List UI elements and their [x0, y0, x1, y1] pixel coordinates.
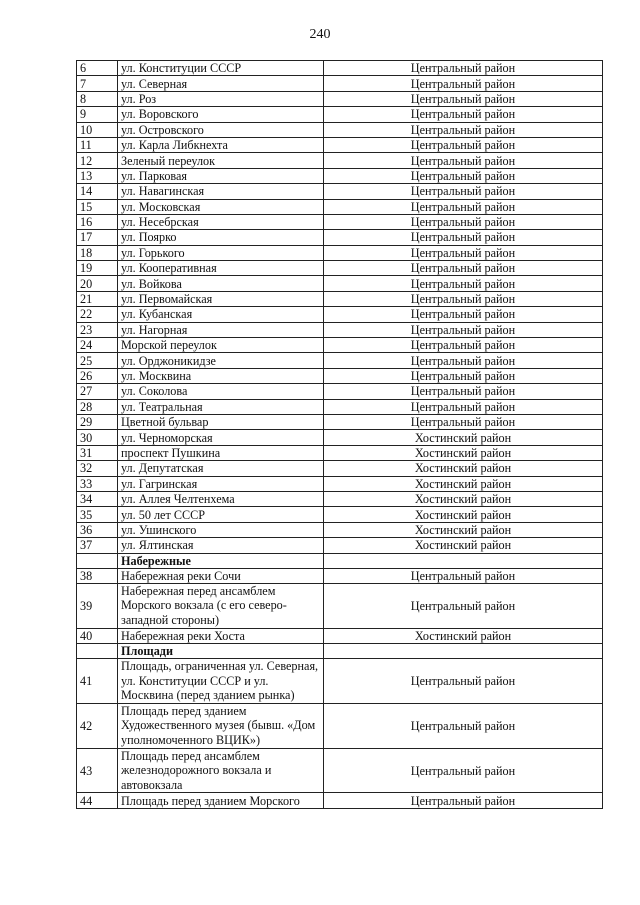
row-number-cell: 27: [77, 384, 118, 399]
street-name-cell: ул. Орджоникидзе: [118, 353, 324, 368]
district-cell: Центральный район: [324, 659, 603, 704]
table-row: [77, 748, 603, 793]
row-number-cell: 44: [77, 793, 118, 808]
table-row: [77, 214, 603, 229]
row-number-cell: 23: [77, 322, 118, 337]
table-row: [77, 491, 603, 506]
street-name-cell: ул. Черноморская: [118, 430, 324, 445]
row-number-cell: [77, 644, 118, 659]
table-row: [77, 399, 603, 414]
street-name-cell: ул. Москвина: [118, 368, 324, 383]
table-row: [77, 245, 603, 260]
district-cell: Центральный район: [324, 199, 603, 214]
row-number-cell: 12: [77, 153, 118, 168]
table-row: [77, 507, 603, 522]
street-name-cell: ул. Московская: [118, 199, 324, 214]
district-cell: Хостинский район: [324, 628, 603, 643]
district-cell: Центральный район: [324, 368, 603, 383]
row-number-cell: 33: [77, 476, 118, 491]
row-number-cell: 21: [77, 291, 118, 306]
district-cell: Центральный район: [324, 353, 603, 368]
street-name-cell: ул. 50 лет СССР: [118, 507, 324, 522]
table-row: [77, 184, 603, 199]
street-name-cell: ул. Навагинская: [118, 184, 324, 199]
street-name-cell: ул. Кооперативная: [118, 261, 324, 276]
table-row: [77, 261, 603, 276]
row-number-cell: 13: [77, 168, 118, 183]
row-number-cell: 19: [77, 261, 118, 276]
street-name-cell: Площадь перед ансамблем железнодорожного вокзала и автовокзала: [118, 748, 324, 793]
row-number-cell: 35: [77, 507, 118, 522]
street-name-cell: ул. Гагринская: [118, 476, 324, 491]
street-name-cell: ул. Воровского: [118, 107, 324, 122]
table-row: [77, 659, 603, 704]
table-row: [77, 384, 603, 399]
street-name-cell: ул. Аллея Челтенхема: [118, 491, 324, 506]
district-cell: Хостинский район: [324, 522, 603, 537]
row-number-cell: 30: [77, 430, 118, 445]
row-number-cell: 15: [77, 199, 118, 214]
street-name-cell: ул. Войкова: [118, 276, 324, 291]
district-cell: Центральный район: [324, 414, 603, 429]
row-number-cell: 18: [77, 245, 118, 260]
street-name-cell: Набережная реки Сочи: [118, 568, 324, 583]
table-row: [77, 522, 603, 537]
table-row: [77, 322, 603, 337]
street-name-cell: ул. Северная: [118, 76, 324, 91]
street-name-cell: ул. Несебрская: [118, 214, 324, 229]
street-name-cell: Площадь, ограниченная ул. Северная, ул. Конституции СССР и ул. Москвина (перед зданием рынка): [118, 659, 324, 704]
row-number-cell: 25: [77, 353, 118, 368]
district-cell: Центральный район: [324, 261, 603, 276]
table-row: [77, 793, 603, 808]
district-cell: Центральный район: [324, 399, 603, 414]
street-name-cell: Набережная реки Хоста: [118, 628, 324, 643]
district-cell: Центральный район: [324, 338, 603, 353]
table-row: [77, 153, 603, 168]
row-number-cell: 29: [77, 414, 118, 429]
district-cell: Хостинский район: [324, 461, 603, 476]
district-cell: Центральный район: [324, 230, 603, 245]
table-row: [77, 368, 603, 383]
table-row: [77, 476, 603, 491]
table-row: [77, 353, 603, 368]
row-number-cell: 38: [77, 568, 118, 583]
row-number-cell: 6: [77, 61, 118, 76]
row-number-cell: 34: [77, 491, 118, 506]
street-name-cell: Морской переулок: [118, 338, 324, 353]
row-number-cell: 22: [77, 307, 118, 322]
district-cell: Хостинский район: [324, 476, 603, 491]
district-cell: Хостинский район: [324, 445, 603, 460]
district-cell: Центральный район: [324, 137, 603, 152]
table-row: [77, 199, 603, 214]
row-number-cell: 10: [77, 122, 118, 137]
street-name-cell: ул. Соколова: [118, 384, 324, 399]
table-row: [77, 703, 603, 748]
district-cell: Хостинский район: [324, 507, 603, 522]
street-name-cell: Набережная перед ансамблем Морского вокзала (с его северо-западной стороны): [118, 583, 324, 628]
table-row: [77, 107, 603, 122]
district-cell: Центральный район: [324, 583, 603, 628]
district-cell: Хостинский район: [324, 538, 603, 553]
row-number-cell: 11: [77, 137, 118, 152]
street-name-cell: ул. Ялтинская: [118, 538, 324, 553]
table-row: [77, 276, 603, 291]
table-row: [77, 230, 603, 245]
table-row: [77, 461, 603, 476]
district-cell: Центральный район: [324, 107, 603, 122]
table-row: [77, 307, 603, 322]
row-number-cell: 7: [77, 76, 118, 91]
row-number-cell: 40: [77, 628, 118, 643]
district-cell: Центральный район: [324, 291, 603, 306]
district-cell: Центральный район: [324, 184, 603, 199]
table-row: [77, 137, 603, 152]
streets-table-body: [77, 61, 603, 809]
street-name-cell: Площадь перед зданием Художественного музея (бывш. «Дом уполномоченного ВЦИК»): [118, 703, 324, 748]
district-cell: Центральный район: [324, 748, 603, 793]
street-name-cell: ул. Нагорная: [118, 322, 324, 337]
district-cell: Хостинский район: [324, 430, 603, 445]
district-cell: Центральный район: [324, 276, 603, 291]
street-name-cell: ул. Конституции СССР: [118, 61, 324, 76]
section-header-row: [77, 644, 603, 659]
district-cell: Центральный район: [324, 153, 603, 168]
street-name-cell: ул. Карла Либкнехта: [118, 137, 324, 152]
district-cell: Центральный район: [324, 307, 603, 322]
row-number-cell: 41: [77, 659, 118, 704]
district-cell: Центральный район: [324, 793, 603, 808]
table-row: [77, 538, 603, 553]
page-number: 240: [309, 27, 331, 42]
row-number-cell: 37: [77, 538, 118, 553]
district-cell: Центральный район: [324, 245, 603, 260]
district-cell: Центральный район: [324, 568, 603, 583]
street-name-cell: Зеленый переулок: [118, 153, 324, 168]
table-row: [77, 430, 603, 445]
row-number-cell: 42: [77, 703, 118, 748]
district-cell: Центральный район: [324, 322, 603, 337]
row-number-cell: 39: [77, 583, 118, 628]
table-row: [77, 61, 603, 76]
table-row: [77, 122, 603, 137]
street-name-cell: ул. Ушинского: [118, 522, 324, 537]
street-name-cell: ул. Горького: [118, 245, 324, 260]
street-name-cell: Площадь перед зданием Морского: [118, 793, 324, 808]
streets-table: [76, 60, 603, 809]
district-cell: Центральный район: [324, 703, 603, 748]
row-number-cell: 20: [77, 276, 118, 291]
row-number-cell: [77, 553, 118, 568]
street-name-cell: ул. Первомайская: [118, 291, 324, 306]
row-number-cell: 32: [77, 461, 118, 476]
row-number-cell: 8: [77, 91, 118, 106]
street-name-cell: Цветной бульвар: [118, 414, 324, 429]
district-cell: Центральный район: [324, 122, 603, 137]
district-cell: [324, 644, 603, 659]
table-row: [77, 568, 603, 583]
table-row: [77, 91, 603, 106]
section-title: Площади: [118, 644, 324, 659]
table-row: [77, 628, 603, 643]
row-number-cell: 28: [77, 399, 118, 414]
street-name-cell: ул. Роз: [118, 91, 324, 106]
district-cell: Центральный район: [324, 214, 603, 229]
street-name-cell: ул. Поярко: [118, 230, 324, 245]
row-number-cell: 31: [77, 445, 118, 460]
table-row: [77, 168, 603, 183]
district-cell: [324, 553, 603, 568]
row-number-cell: 43: [77, 748, 118, 793]
district-cell: Центральный район: [324, 76, 603, 91]
street-name-cell: ул. Театральная: [118, 399, 324, 414]
district-cell: Центральный район: [324, 61, 603, 76]
table-row: [77, 338, 603, 353]
section-title: Набережные: [118, 553, 324, 568]
section-header-row: [77, 553, 603, 568]
table-row: [77, 76, 603, 91]
district-cell: Центральный район: [324, 168, 603, 183]
row-number-cell: 16: [77, 214, 118, 229]
street-name-cell: ул. Кубанская: [118, 307, 324, 322]
row-number-cell: 36: [77, 522, 118, 537]
table-row: [77, 445, 603, 460]
street-name-cell: проспект Пушкина: [118, 445, 324, 460]
row-number-cell: 26: [77, 368, 118, 383]
table-row: [77, 414, 603, 429]
street-name-cell: ул. Парковая: [118, 168, 324, 183]
table-row: [77, 291, 603, 306]
row-number-cell: 14: [77, 184, 118, 199]
district-cell: Хостинский район: [324, 491, 603, 506]
row-number-cell: 17: [77, 230, 118, 245]
row-number-cell: 24: [77, 338, 118, 353]
table-row: [77, 583, 603, 628]
street-name-cell: ул. Островского: [118, 122, 324, 137]
street-name-cell: ул. Депутатская: [118, 461, 324, 476]
row-number-cell: 9: [77, 107, 118, 122]
district-cell: Центральный район: [324, 384, 603, 399]
district-cell: Центральный район: [324, 91, 603, 106]
